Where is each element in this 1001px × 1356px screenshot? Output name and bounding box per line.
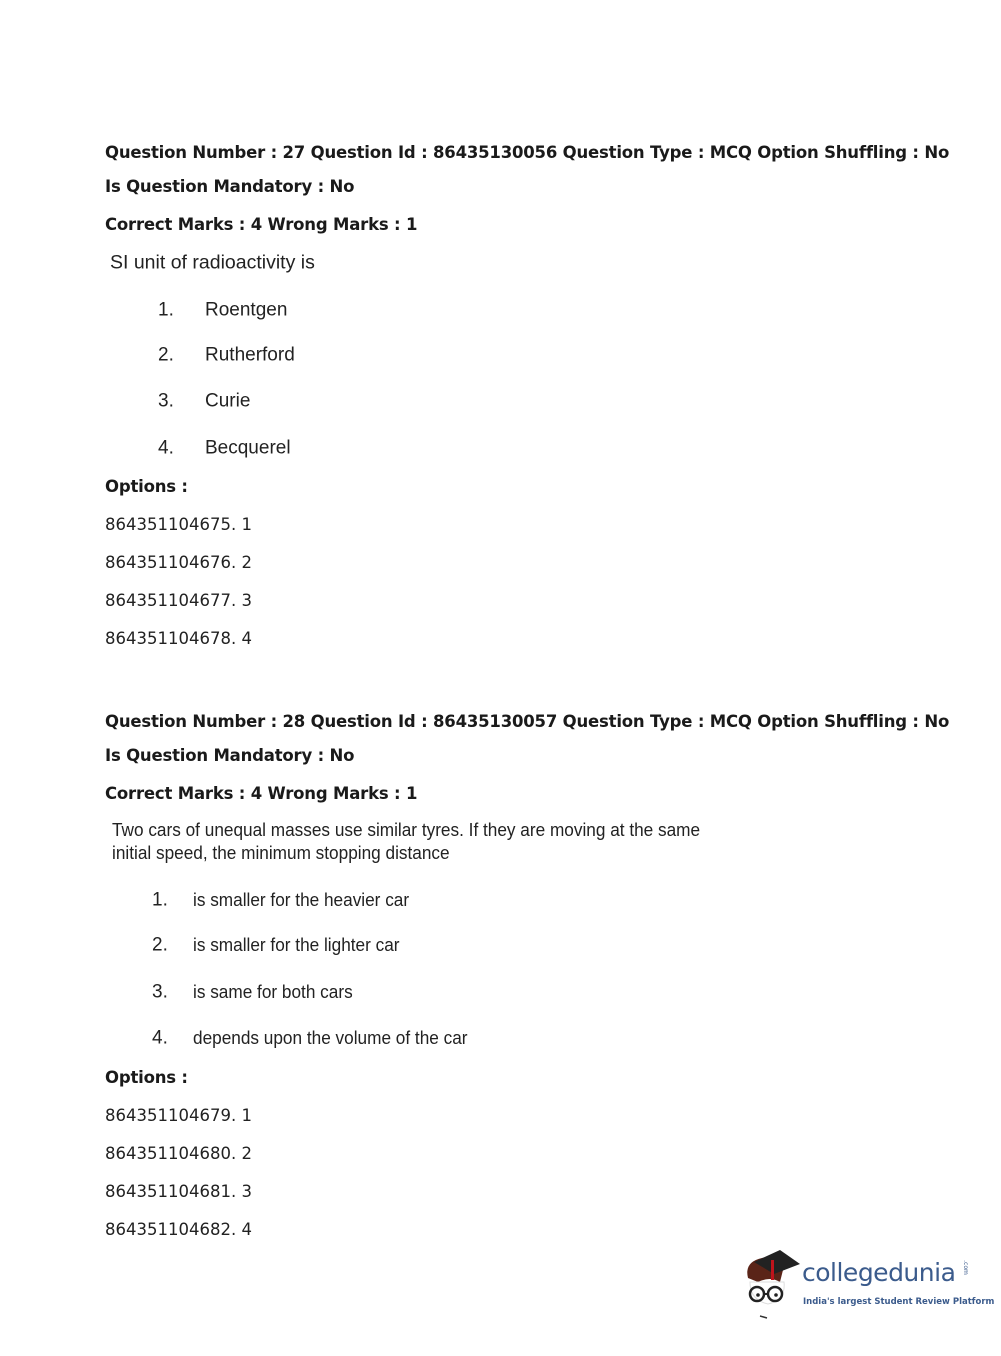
mascot-icon bbox=[740, 1248, 802, 1320]
option-id: 864351104682. 4 bbox=[105, 1219, 252, 1239]
option-id: 864351104679. 1 bbox=[105, 1105, 252, 1125]
choice-text: Becquerel bbox=[205, 437, 291, 459]
collegedunia-logo bbox=[740, 1248, 995, 1320]
choice-number: 2. bbox=[158, 344, 174, 366]
choice-text: is smaller for the heavier car bbox=[193, 888, 410, 910]
choice-text: is smaller for the lighter car bbox=[193, 933, 400, 955]
choice-number: 4. bbox=[158, 437, 174, 459]
option-id: 864351104677. 3 bbox=[105, 590, 252, 610]
choice-text: depends upon the volume of the car bbox=[193, 1026, 468, 1048]
choice-text: is same for both cars bbox=[193, 980, 353, 1002]
question-text: Two cars of unequal masses use similar tyres. If they are moving at the same bbox=[112, 818, 701, 840]
logo-suffix: .com bbox=[961, 1260, 969, 1275]
options-label: Options : bbox=[105, 1067, 188, 1087]
question-header: Question Number : 27 Question Id : 86435130056 Question Type : MCQ Option Shuffling : No bbox=[105, 142, 950, 162]
choice-number: 1. bbox=[152, 889, 168, 911]
option-id: 864351104676. 2 bbox=[105, 552, 252, 572]
choice-text: Rutherford bbox=[205, 344, 295, 366]
question-header: Question Number : 28 Question Id : 86435130057 Question Type : MCQ Option Shuffling : No bbox=[105, 711, 950, 731]
choice-number: 3. bbox=[152, 981, 168, 1003]
question-text: SI unit of radioactivity is bbox=[110, 251, 315, 274]
logo-tagline: India's largest Student Review Platform bbox=[803, 1297, 995, 1307]
choice-number: 2. bbox=[152, 934, 168, 956]
choice-text: Curie bbox=[205, 390, 251, 412]
choice-text: Roentgen bbox=[205, 299, 288, 321]
marks-line: Correct Marks : 4 Wrong Marks : 1 bbox=[105, 783, 418, 803]
choice-number: 3. bbox=[158, 390, 174, 412]
question-text: initial speed, the minimum stopping distance bbox=[112, 841, 450, 863]
option-id: 864351104678. 4 bbox=[105, 628, 252, 648]
options-label: Options : bbox=[105, 476, 188, 496]
mandatory-line: Is Question Mandatory : No bbox=[105, 745, 355, 765]
option-id: 864351104681. 3 bbox=[105, 1181, 252, 1201]
choice-number: 1. bbox=[158, 299, 174, 321]
logo-wordmark: collegedunia bbox=[802, 1258, 956, 1287]
marks-line: Correct Marks : 4 Wrong Marks : 1 bbox=[105, 214, 418, 234]
choice-number: 4. bbox=[152, 1027, 168, 1049]
option-id: 864351104675. 1 bbox=[105, 514, 252, 534]
option-id: 864351104680. 2 bbox=[105, 1143, 252, 1163]
mandatory-line: Is Question Mandatory : No bbox=[105, 176, 355, 196]
